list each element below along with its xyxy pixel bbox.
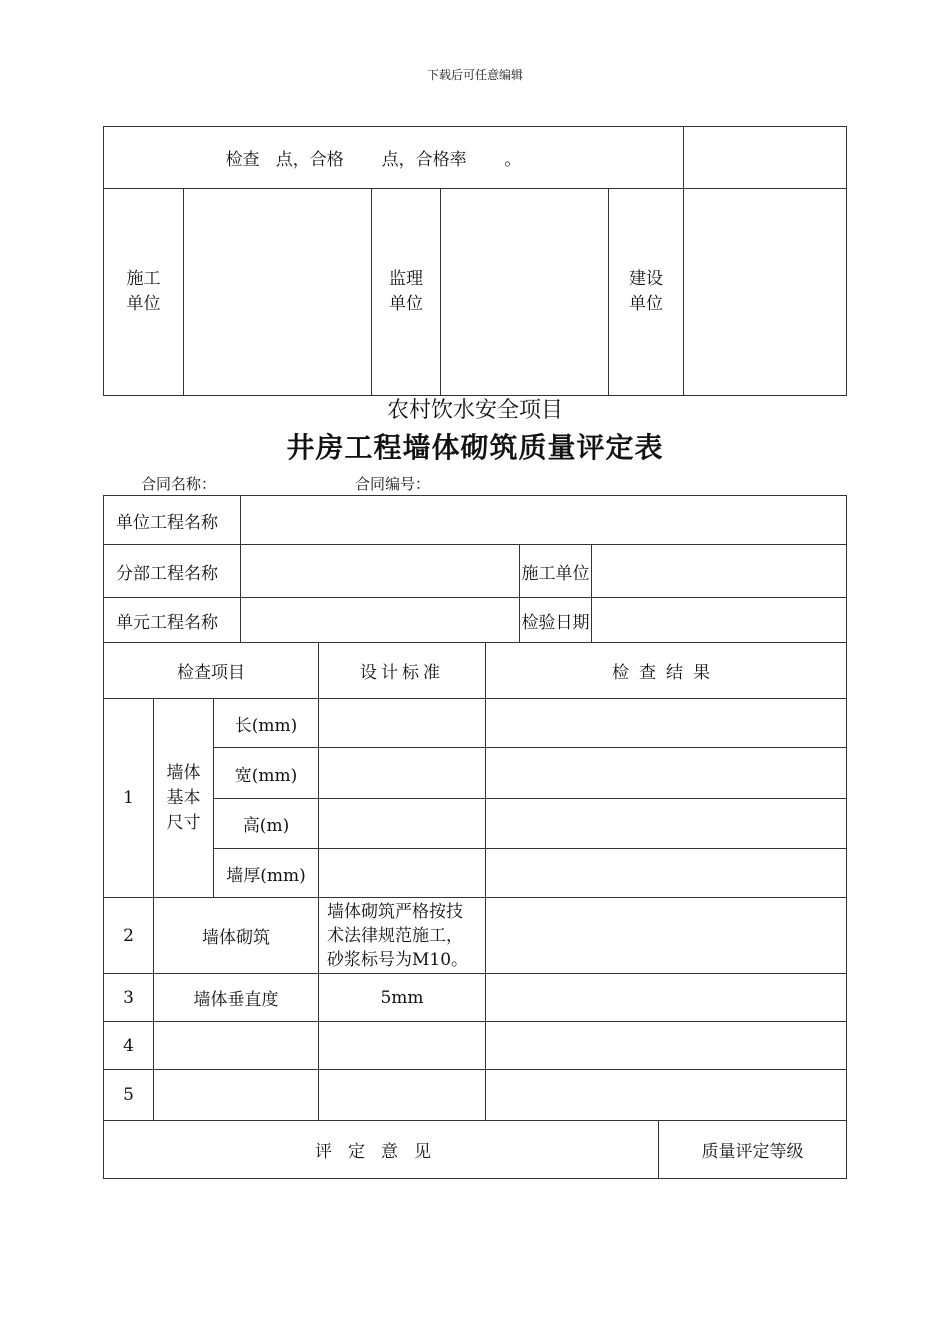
width-result-cell[interactable]	[486, 748, 847, 799]
inspection-date-label: 检验日期	[520, 598, 592, 643]
project-name: 农村饮水安全项目	[386, 398, 563, 423]
unit-project-name-field[interactable]	[241, 496, 847, 545]
owner-unit-sign-cell[interactable]	[684, 189, 847, 396]
sub-project-name-label: 分部工程名称	[104, 545, 241, 598]
sub-item-height: 高(m)	[214, 799, 319, 849]
contract-name-label: 合同名称：	[141, 475, 217, 493]
construction-unit-label: 施工 单位	[104, 189, 184, 396]
evaluation-form-table	[103, 495, 847, 1179]
unit-project-name-label: 单位工程名称	[104, 496, 241, 545]
row-4-number: 4	[104, 1022, 154, 1070]
inspection-date-field[interactable]	[592, 598, 847, 643]
construction-unit-sign-cell[interactable]	[184, 189, 372, 396]
summary-blank-cell[interactable]	[684, 127, 847, 189]
height-result-cell[interactable]	[486, 799, 847, 849]
wall-thickness-result-cell[interactable]	[486, 849, 847, 898]
supervision-unit-sign-cell[interactable]	[441, 189, 609, 396]
row-2-standard-text: 墙体砌筑严格按技术法律规范施工，砂浆标号为M10。	[319, 898, 486, 974]
row-5-item-cell[interactable]	[154, 1070, 319, 1121]
column-header-standard: 设计标准	[319, 643, 486, 699]
sub-item-length: 长(mm)	[214, 699, 319, 748]
sub-project-name-field[interactable]	[241, 545, 520, 598]
element-project-name-label: 单元工程名称	[104, 598, 241, 643]
element-project-name-field[interactable]	[241, 598, 520, 643]
column-header-item: 检查项目	[104, 643, 319, 699]
row-3-result-cell[interactable]	[486, 974, 847, 1022]
construction-unit-field[interactable]	[592, 545, 847, 598]
row-5-number: 5	[104, 1070, 154, 1121]
supervision-unit-label: 监理 单位	[372, 189, 441, 396]
construction-unit-field-label: 施工单位	[520, 545, 592, 598]
row-4-standard-cell[interactable]	[319, 1022, 486, 1070]
form-title: 井房工程墙体砌筑质量评定表	[286, 431, 664, 464]
quality-grade-label: 质量评定等级	[659, 1121, 847, 1179]
header-note: 下载后可任意编辑	[426, 68, 523, 82]
sub-item-wall-thickness: 墙厚(mm)	[214, 849, 319, 898]
row-3-item-verticality: 墙体垂直度	[154, 974, 319, 1022]
summary-signature-table	[103, 126, 847, 396]
row-3-standard-value: 5mm	[319, 974, 486, 1022]
row-4-item-cell[interactable]	[154, 1022, 319, 1070]
contract-number-label: 合同编号：	[355, 475, 431, 493]
row-5-result-cell[interactable]	[486, 1070, 847, 1121]
width-standard-cell[interactable]	[319, 748, 486, 799]
row-4-result-cell[interactable]	[486, 1022, 847, 1070]
wall-thickness-standard-cell[interactable]	[319, 849, 486, 898]
column-header-result: 检查结果	[486, 643, 847, 699]
row-2-item-masonry: 墙体砌筑	[154, 898, 319, 974]
inspection-summary: 检查 点，合格 点，合格率 。	[104, 127, 684, 189]
height-standard-cell[interactable]	[319, 799, 486, 849]
length-standard-cell[interactable]	[319, 699, 486, 748]
sub-item-width: 宽(mm)	[214, 748, 319, 799]
owner-unit-label: 建设 单位	[609, 189, 684, 396]
row-1-number: 1	[104, 699, 154, 898]
evaluation-opinion-label: 评定意见	[104, 1121, 659, 1179]
row-3-number: 3	[104, 974, 154, 1022]
row-1-item-wall-dimensions: 墙体 基本 尺寸	[154, 699, 214, 898]
row-5-standard-cell[interactable]	[319, 1070, 486, 1121]
row-2-result-cell[interactable]	[486, 898, 847, 974]
row-2-number: 2	[104, 898, 154, 974]
length-result-cell[interactable]	[486, 699, 847, 748]
